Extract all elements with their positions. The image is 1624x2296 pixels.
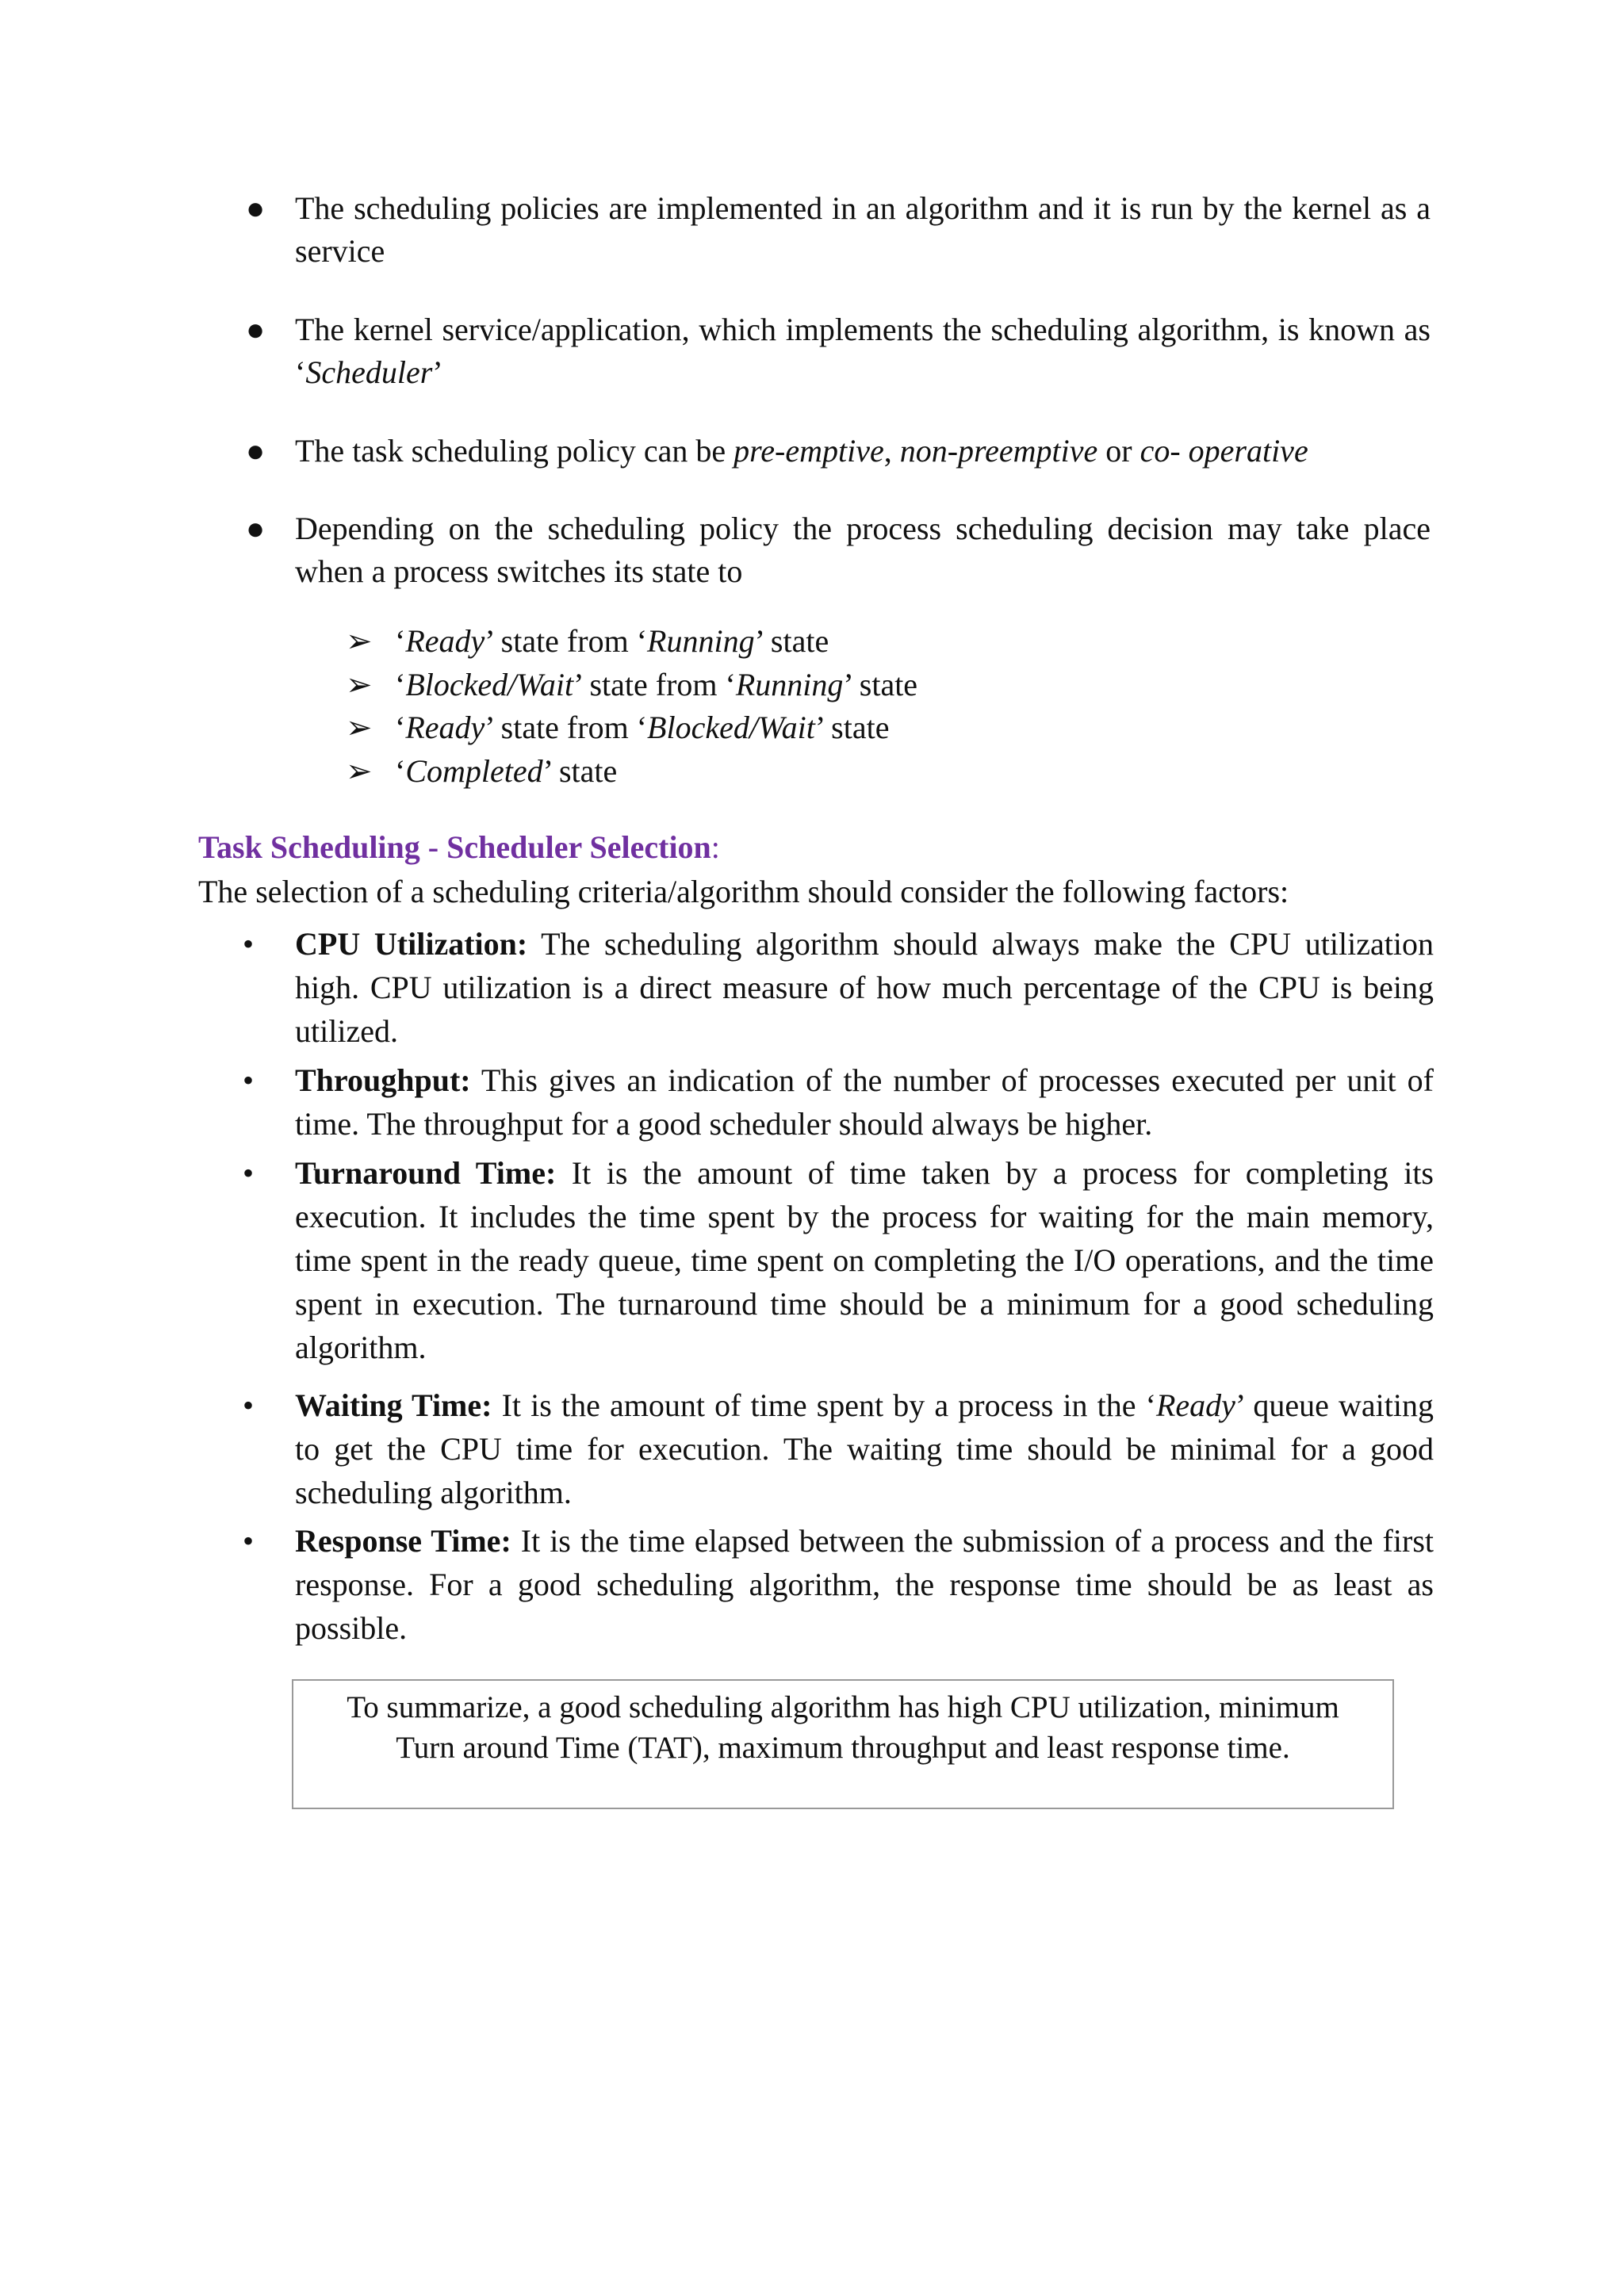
- text-run: co- operative: [1139, 433, 1308, 469]
- bullet-dot: ●: [246, 433, 266, 469]
- text-run: ,: [883, 433, 900, 469]
- arrow-bullet-icon: ➢: [346, 623, 373, 659]
- section-heading: [198, 826, 720, 869]
- section-intro: The selection of a scheduling criteria/algorithm should consider the following factors:: [198, 874, 1289, 909]
- text-run: Running: [647, 623, 755, 659]
- text-run: Scheduler: [305, 354, 433, 390]
- text-run: non-preemptive: [899, 433, 1098, 469]
- text-run: It is the amount of time taken by a process for completing its execution. It includes the time spent by the process for waiting for the main memory, time spent in the ready queue, time spent on completing the I/O operations, and the time spent in execution. The turnaround time should be a minimum for a good scheduling algorithm.: [295, 1155, 1434, 1365]
- text-run: Blocked/Wait: [647, 710, 815, 745]
- criterion-text: [295, 1523, 1434, 1646]
- bullet-text: [295, 312, 1431, 390]
- state-transition-text: [395, 623, 829, 659]
- text-run: It is the amount of time spent by a process in the ‘: [492, 1387, 1156, 1423]
- text-run: Turnaround Time:: [295, 1155, 557, 1191]
- text-run: ’ state: [754, 623, 829, 659]
- text-run: ’ queue waiting to get the CPU time for execution. The waiting time should be minimal for a good scheduling algorithm.: [295, 1387, 1434, 1510]
- bullet-policy-types: [246, 430, 1431, 473]
- criterion-throughput: [243, 1058, 1434, 1146]
- text-run: This gives an indication of the number of processes executed per unit of time. The throughput for a good scheduler should always be higher.: [295, 1062, 1434, 1142]
- text-run: The kernel service/application, which implements the scheduling algorithm, is known as ‘: [295, 312, 1431, 390]
- bullet-text: [295, 511, 1431, 589]
- text-run: Blocked/Wait: [405, 666, 574, 702]
- text-run: ‘: [395, 710, 406, 745]
- criterion-bullet: •: [243, 1155, 255, 1191]
- text-run: The scheduling policies are implemented in an algorithm and it is run by the kernel as a service: [295, 190, 1431, 269]
- text-run: Ready: [1155, 1387, 1235, 1423]
- state-transition-text: [395, 667, 917, 702]
- bullet-state-switch: [246, 507, 1431, 593]
- text-run: It is the time elapsed between the submission of a process and the first response. For a good scheduling algorithm, the response time should be as least as possible.: [295, 1523, 1434, 1646]
- text-run: ’ state from ‘: [485, 623, 648, 659]
- summary-box: [292, 1679, 1394, 1809]
- arrow-bullet-icon: ➢: [346, 710, 373, 745]
- text-run: or: [1097, 433, 1140, 469]
- criterion-bullet: •: [243, 926, 255, 962]
- criterion-text: [295, 1062, 1434, 1142]
- text-run: ’ state: [843, 666, 918, 702]
- text-run: ’: [432, 354, 443, 390]
- bullet-scheduling-policies: [246, 187, 1431, 273]
- arrow-bullet-icon: ➢: [346, 666, 373, 702]
- text-run: The task scheduling policy can be: [295, 433, 734, 469]
- text-run: CPU Utilization:: [295, 926, 528, 962]
- text-run: Response Time:: [295, 1523, 511, 1559]
- state-transition-item: [346, 706, 1139, 750]
- text-run: Ready: [405, 710, 485, 745]
- bullet-text: [295, 190, 1431, 269]
- criterion-text: [295, 1155, 1434, 1365]
- text-run: ’ state from ‘: [485, 710, 648, 745]
- text-run: Completed: [405, 752, 543, 789]
- text-run: ’ state: [542, 752, 618, 789]
- text-run: Running: [735, 666, 844, 702]
- criterion-text: [295, 926, 1434, 1049]
- text-run: Ready: [405, 623, 485, 659]
- state-transition-item: [346, 664, 1139, 707]
- text-run: pre-emptive: [733, 433, 884, 469]
- bullet-dot: ●: [246, 511, 266, 546]
- state-transition-text: [395, 710, 889, 745]
- state-transition-text: [395, 753, 617, 789]
- criterion-turnaround-time: [243, 1151, 1434, 1369]
- summary-line-1: To summarize, a good scheduling algorithm has high CPU utilization, minimum: [347, 1690, 1339, 1724]
- criterion-bullet: •: [243, 1387, 255, 1423]
- criterion-waiting-time: [243, 1383, 1434, 1514]
- bullet-dot: ●: [246, 190, 266, 226]
- arrow-bullet-icon: ➢: [346, 752, 373, 789]
- text-run: The scheduling algorithm should always make the CPU utilization high. CPU utilization is a direct measure of how much percentage of the CPU is being utilized.: [295, 926, 1434, 1049]
- text-run: Waiting Time:: [295, 1387, 492, 1423]
- bullet-scheduler-definition: [246, 308, 1431, 394]
- text-run: ‘: [395, 752, 406, 789]
- text-run: Depending on the scheduling policy the process scheduling decision may take place when a process switches its state to: [295, 511, 1431, 589]
- text-run: ‘: [395, 666, 406, 702]
- section-heading-colon: :: [710, 829, 720, 865]
- state-transition-item: [346, 620, 1139, 664]
- criterion-bullet: •: [243, 1062, 255, 1098]
- criterion-text: [295, 1387, 1434, 1510]
- criterion-bullet: •: [243, 1523, 255, 1559]
- section-heading-text: Task Scheduling - Scheduler Selection: [198, 829, 711, 865]
- text-run: ’ state: [814, 710, 890, 745]
- bullet-dot: ●: [246, 312, 266, 347]
- text-run: ’ state from ‘: [573, 666, 736, 702]
- criterion-cpu-utilization: [243, 922, 1434, 1053]
- bullet-text: [295, 433, 1308, 469]
- text-run: Throughput:: [295, 1062, 471, 1098]
- state-transition-item: [346, 750, 1139, 794]
- state-transition-list: [346, 620, 1139, 793]
- text-run: ‘: [395, 623, 406, 659]
- summary-line-2: Turn around Time (TAT), maximum throughput and least response time.: [396, 1731, 1290, 1765]
- criterion-response-time: [243, 1519, 1434, 1650]
